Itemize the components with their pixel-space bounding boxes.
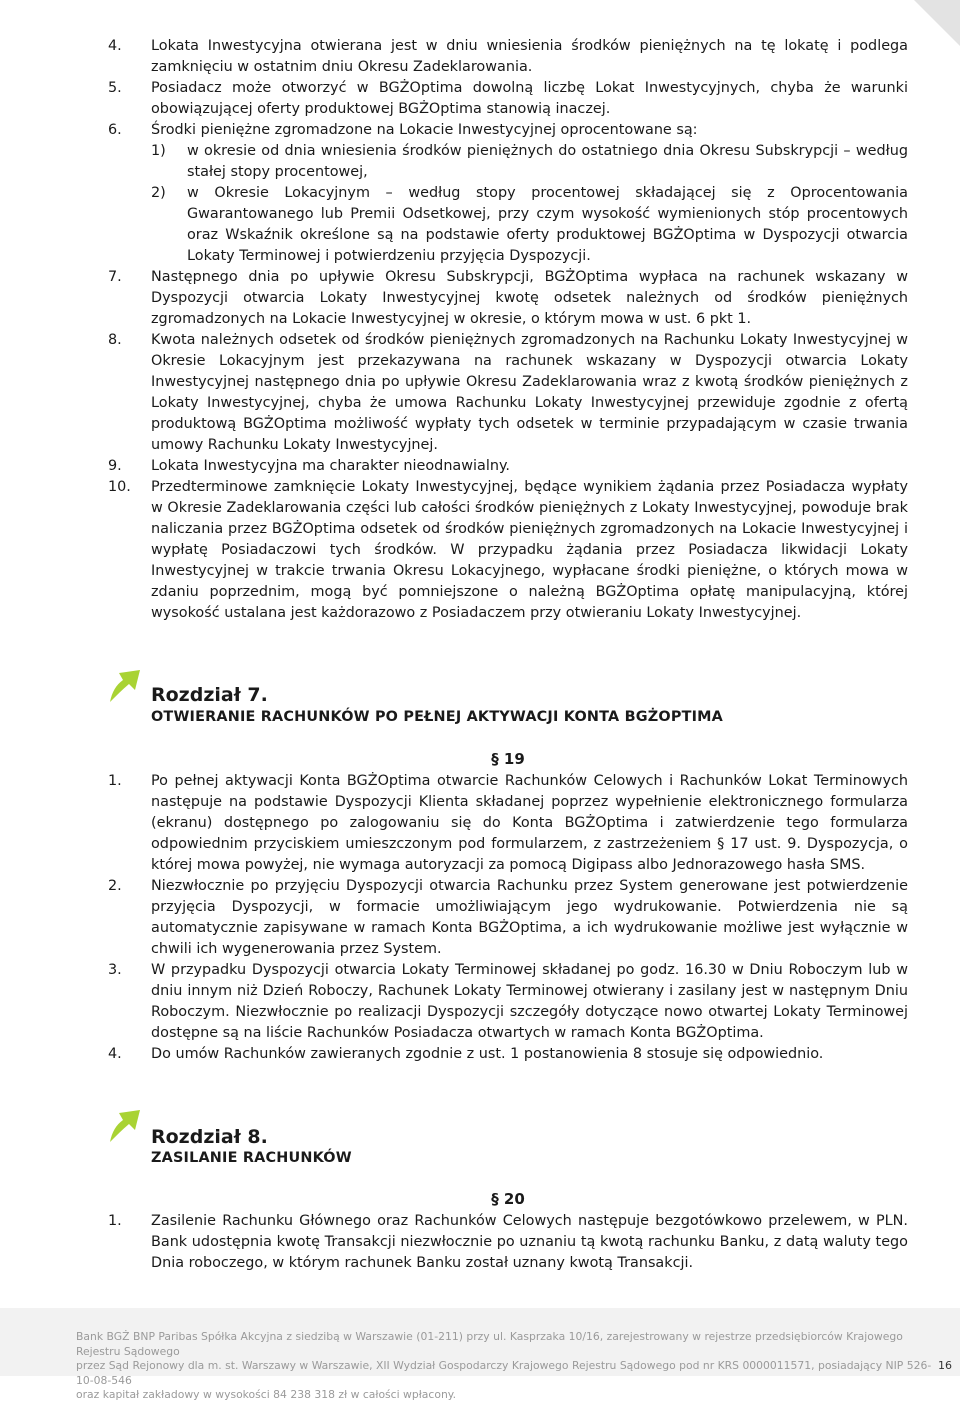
item-number: 6. bbox=[108, 122, 122, 138]
sub-item-number: 1) bbox=[151, 143, 166, 159]
item-number: 8. bbox=[108, 332, 122, 348]
footer-legal-text bbox=[76, 1330, 936, 1403]
list-item bbox=[108, 1044, 908, 1065]
chapter-subtitle: ZASILANIE RACHUNKÓW bbox=[151, 1150, 352, 1166]
item-text: Następnego dnia po upływie Okresu Subskrypcji, BGŻOptima wypłaca na rachunek wskazany w Dyspozycji otwarcia Lokaty Inwestycyjnej kwotę odsetek należnych od środków pieniężnych zgromadzonych na Lokacie Inwestycyjnej w okresie, o którym mowa w ust. 6 pkt 1. bbox=[151, 269, 908, 327]
item-number: 10. bbox=[108, 479, 131, 495]
list-item bbox=[108, 477, 908, 624]
item-text: Kwota należnych odsetek od środków pieniężnych zgromadzonych na Rachunku Lokaty Inwestycyjnej w Okresie Lokacyjnym jest przekazywana na rachunek wskazany w Dyspozycji otwarcia Lokaty Inwestycyjnej następnego dnia po upływie Okresu Zadeklarowania wraz z kwotą środków pieniężnych z Lokaty Inwestycyjnej, chyba że umowa Rachunku Lokaty Inwestycyjnej przewiduje zgodnie z ofertą produktową BGŻOptima możliwość wypłaty tych odsetek w terminie przypadającym w czasie trwania umowy Rachunku Lokaty Inwestycyjnej. bbox=[151, 332, 908, 453]
item-number: 9. bbox=[108, 458, 122, 474]
item-text: Zasilenie Rachunku Głównego oraz Rachunków Celowych następuje bezgotówkowo przelewem, w PLN. Bank udostępnia kwotę Transakcji niezwłocznie po uznaniu tą kwotą rachunku Banku, z datą waluty tego Dnia roboczego, w którym rachunek Banku został uznany kwotą Transakcji. bbox=[151, 1213, 908, 1271]
list-item bbox=[108, 267, 908, 330]
list-item bbox=[108, 36, 908, 78]
page-number: 16 bbox=[938, 1359, 952, 1372]
sub-list-item bbox=[151, 183, 908, 267]
chapter-title: Rozdział 8. bbox=[151, 1126, 268, 1148]
item-number: 4. bbox=[108, 38, 122, 54]
item-text: Lokata Inwestycyjna ma charakter nieodnawialny. bbox=[151, 458, 510, 474]
item-text: Do umów Rachunków zawieranych zgodnie z ust. 1 postanowienia 8 stosuje się odpowiednio. bbox=[151, 1046, 824, 1062]
footer-line: Bank BGŻ BNP Paribas Spółka Akcyjna z siedzibą w Warszawie (01-211) przy ul. Kasprzaka 10/16, zarejestrowany w rejestrze przedsiębiorców Krajowego Rejestru Sądowego bbox=[76, 1330, 903, 1358]
item-number: 2. bbox=[108, 878, 122, 894]
list-item bbox=[108, 1211, 908, 1274]
footer-line: oraz kapitał zakładowy w wysokości 84 238 318 zł w całości wpłacony. bbox=[76, 1388, 457, 1401]
list-item bbox=[108, 876, 908, 960]
list-item bbox=[108, 330, 908, 456]
sub-list-item bbox=[151, 141, 908, 183]
list-item bbox=[108, 120, 908, 141]
item-number: 4. bbox=[108, 1046, 122, 1062]
item-text: Środki pieniężne zgromadzone na Lokacie Inwestycyjnej oprocentowane są: bbox=[151, 122, 698, 138]
item-text: Niezwłocznie po przyjęciu Dyspozycji otwarcia Rachunku przez System generowane jest potwierdzenie przyjęcia Dyspozycji, w formacie umożliwiającym jego wydrukowanie. Potwierdzenia nie są automatycznie zapisywane w ramach Konta BGŻOptima, a ich wydrukowanie możliwe jest wyłącznie w chwili ich wygenerowania przez System. bbox=[151, 878, 908, 957]
page-footer bbox=[0, 1308, 960, 1401]
sub-item-number: 2) bbox=[151, 185, 166, 201]
chapter-subtitle: OTWIERANIE RACHUNKÓW PO PEŁNEJ AKTYWACJI KONTA BGŻOPTIMA bbox=[151, 709, 724, 725]
sub-item-text: w Okresie Lokacyjnym – według stopy procentowej składającej się z Oprocentowania Gwarantowanego lub Premii Odsetkowej, przy czym wysokość wymienionych stóp procentowych oraz Wskaźnik określone są na podstawie oferty produktowej BGŻOptima w Dyspozycji otwarcia Lokaty Terminowej i potwierdzeniu przyjęcia Dyspozycji. bbox=[187, 185, 908, 264]
footer-line: przez Sąd Rejonowy dla m. st. Warszawy w Warszawie, XII Wydział Gospodarczy Krajowego Rejestru Sądowego pod nr KRS 0000011571, posiadający NIP 526-10-08-546 bbox=[76, 1359, 932, 1387]
item-number: 1. bbox=[108, 773, 122, 789]
green-arrow-icon bbox=[108, 1108, 142, 1144]
list-item bbox=[108, 456, 908, 477]
sub-item-text: w okresie od dnia wniesienia środków pieniężnych do ostatniego dnia Okresu Subskrypcji – według stałej stopy procentowej, bbox=[187, 143, 908, 180]
green-arrow-icon bbox=[108, 668, 142, 704]
item-text: Posiadacz może otworzyć w BGŻOptima dowolną liczbę Lokat Inwestycyjnych, chyba że warunki obowiązującej oferty produktowej BGŻOptima stanowią inaczej. bbox=[151, 80, 908, 117]
item-text: Lokata Inwestycyjna otwierana jest w dniu wniesienia środków pieniężnych na tę lokatę i podlega zamknięciu w ostatnim dniu Okresu Zadeklarowania. bbox=[151, 38, 908, 75]
item-number: 5. bbox=[108, 80, 122, 96]
paragraph-number: § 20 bbox=[491, 1190, 525, 1208]
item-text: W przypadku Dyspozycji otwarcia Lokaty Terminowej składanej po godz. 16.30 w Dniu Roboczym lub w dniu innym niż Dzień Roboczy, Rachunek Lokaty Terminowej otwierany i zasilany jest w następnym Dniu Roboczym. Niezwłocznie po realizacji Dyspozycji szczegóły dotyczące nowo otwartej Lokaty Terminowej dostępne są na liście Rachunków Posiadacza otwartych w ramach Konta BGŻOptima. bbox=[151, 962, 908, 1041]
page-corner-fold bbox=[914, 0, 960, 46]
item-text: Po pełnej aktywacji Konta BGŻOptima otwarcie Rachunków Celowych i Rachunków Lokat Terminowych następuje na podstawie Dyspozycji Klienta składanej poprzez wypełnienie elektronicznego formularza (ekranu) dostępnego po zalogowaniu się do Konta BGŻOptima i zatwierdzenie tego formularza odpowiednim przyciskiem umieszczonym pod formularzem, z zastrzeżeniem § 17 ust. 9. Dyspozycja, o której mowa powyżej, nie wymaga autoryzacji za pomocą Digipass albo Jednorazowego hasła SMS. bbox=[151, 773, 908, 873]
item-number: 3. bbox=[108, 962, 122, 978]
item-text: Przedterminowe zamknięcie Lokaty Inwestycyjnej, będące wynikiem żądania przez Posiadacza wypłaty w Okresie Zadeklarowania części lub całości środków pieniężnych z Lokaty Inwestycyjnej, powoduje brak naliczania przez BGŻOptima odsetek od środków pieniężnych zgromadzonych na Lokacie Inwestycyjnej i wypłatę Posiadaczowi tych środków. W przypadku żądania przez Posiadacza likwidacji Lokaty Inwestycyjnej w trakcie trwania Okresu Lokacyjnego, wypłacane środki pieniężne, o których mowa w zdaniu poprzednim, mogą być pomniejszone o należną BGŻOptima opłatę manipulacyjną, której wysokość ustalana jest każdorazowo z Posiadaczem przy otwieraniu Lokaty Inwestycyjnej. bbox=[151, 479, 908, 621]
item-number: 7. bbox=[108, 269, 122, 285]
item-number: 1. bbox=[108, 1213, 122, 1229]
list-item bbox=[108, 960, 908, 1044]
paragraph-number: § 19 bbox=[491, 750, 525, 768]
list-item bbox=[108, 78, 908, 120]
list-item bbox=[108, 771, 908, 876]
chapter-title: Rozdział 7. bbox=[151, 684, 268, 706]
